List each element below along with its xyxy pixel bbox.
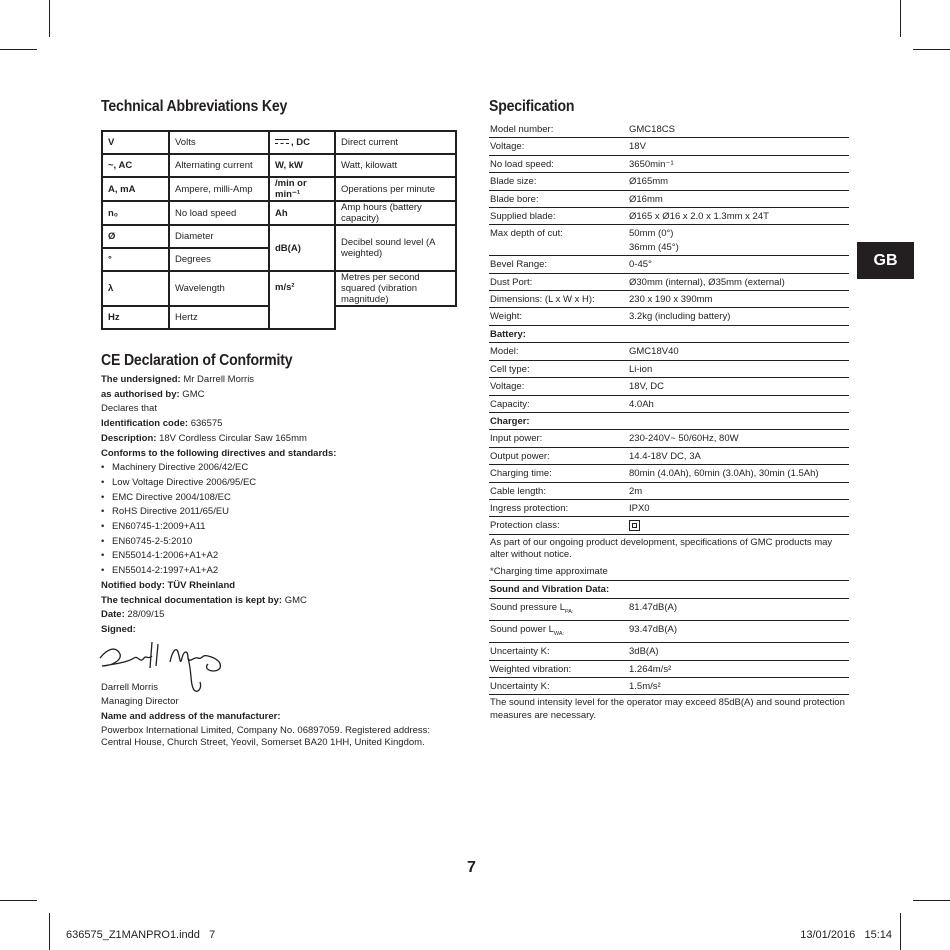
- abbr-key: ~, AC: [102, 154, 169, 177]
- spec-label: Voltage:: [490, 381, 525, 393]
- notified-body: Notified body: TÜV Rheinland: [101, 579, 236, 591]
- undersigned-label: The undersigned:: [101, 374, 181, 385]
- spec-value: 3dB(A): [629, 646, 659, 658]
- abbreviations-table: [101, 130, 457, 330]
- spec-label: Model number:: [490, 124, 554, 135]
- spec-label: Protection class:: [490, 520, 560, 532]
- abbr-value: Direct current: [335, 131, 456, 154]
- spec-label: Output power:: [490, 450, 550, 462]
- spec-label: Blade size:: [490, 176, 537, 188]
- abbr-key: dB(A): [269, 225, 335, 271]
- abbr-value: Hertz: [169, 306, 269, 329]
- spec-row: [489, 274, 849, 291]
- spec-value: GMC18CS: [629, 124, 675, 135]
- abbr-key-text: , DC: [291, 137, 310, 148]
- directive-item: • Machinery Directive 2006/42/EC: [101, 461, 431, 476]
- abbr-value: Wavelength: [169, 271, 269, 306]
- description-label: Description:: [101, 432, 157, 444]
- abbr-key: °: [102, 248, 169, 271]
- abbreviations-heading: Technical Abbreviations Key: [101, 98, 288, 115]
- spec-label: Cable length:: [490, 485, 546, 497]
- abbr-value: Amp hours (battery capacity): [335, 201, 456, 225]
- spec-row: [489, 225, 849, 256]
- directive-item: • RoHS Directive 2011/65/EU: [101, 505, 431, 520]
- spec-row: [489, 156, 849, 173]
- spec-value: Ø165mm: [629, 176, 669, 188]
- spec-value: Ø165 x Ø16 x 2.0 x 1.3mm x 24T: [629, 211, 769, 223]
- empty-cell: [335, 306, 456, 329]
- spec-label: Dimensions: (L x W x H):: [490, 294, 595, 306]
- spec-row: [489, 308, 849, 325]
- spec-label: Uncertainty K:: [490, 646, 550, 658]
- abbr-value: Watt, kilowatt: [335, 154, 456, 177]
- manufacturer-address: Central House, Church Street, Yeovil, Somerset BA20 1HH, United Kingdom.: [101, 737, 425, 749]
- spec-label: Sound power L: [490, 623, 554, 635]
- spec-row: [489, 500, 849, 517]
- spec-label: Weight:: [490, 311, 523, 323]
- spec-value: 1.5m/s²: [629, 681, 661, 693]
- spec-note: The sound intensity level for the operator may exceed 85dB(A) and sound protection measures are necessary.: [490, 697, 845, 721]
- spec-value: IPX0: [629, 502, 650, 514]
- battery-heading: Battery:: [489, 326, 849, 343]
- abbr-value: No load speed: [169, 201, 269, 225]
- language-tab: GB: [857, 242, 914, 279]
- dc-symbol-icon: [275, 139, 289, 145]
- crop-mark: [0, 900, 37, 901]
- spec-row: [489, 483, 849, 500]
- spec-row: [489, 448, 849, 465]
- sound-heading: Sound and Vibration Data:: [489, 581, 849, 598]
- spec-row: [489, 121, 849, 138]
- spec-value: Ø16mm: [629, 193, 663, 205]
- spec-label: Cell type:: [490, 363, 530, 375]
- directive-item: • EN60745-2-5:2010: [101, 535, 431, 550]
- abbr-key: V: [102, 131, 169, 154]
- spec-value: 4.0Ah: [629, 398, 654, 410]
- spec-label: Model:: [490, 346, 519, 358]
- page-number: 7: [467, 859, 476, 876]
- spec-value: 18V, DC: [629, 381, 665, 393]
- abbr-value: Volts: [169, 131, 269, 154]
- abbr-value: Degrees: [169, 248, 269, 271]
- spec-value: 230 x 190 x 390mm: [629, 294, 713, 306]
- spec-row: [489, 361, 849, 378]
- spec-value: 80min (4.0Ah), 60min (3.0Ah), 30min (1.5Ah): [629, 468, 819, 480]
- abbr-key: n₀: [102, 201, 169, 225]
- abbr-value: Alternating current: [169, 154, 269, 177]
- spec-value: 36mm (45°): [629, 241, 679, 253]
- spec-value: 2m: [629, 485, 643, 497]
- spec-label: Max depth of cut:: [490, 228, 563, 240]
- spec-label: Weighted vibration:: [490, 663, 572, 675]
- spec-note: As part of our ongoing product development, specifications of GMC products may alter without notice.: [490, 536, 833, 561]
- spec-row: [489, 430, 849, 447]
- spec-label: Charging time:: [490, 468, 552, 480]
- signed-label: Signed:: [101, 623, 136, 635]
- abbr-key: λ: [102, 271, 169, 306]
- spec-value: 3.2kg (including battery): [629, 311, 731, 323]
- ce-heading: CE Declaration of Conformity: [101, 352, 293, 369]
- spec-row: [489, 661, 849, 678]
- spec-value: 230-240V~ 50/60Hz, 80W: [629, 433, 739, 445]
- charger-heading: Charger:: [489, 413, 849, 430]
- spec-value: 81.47dB(A): [629, 601, 678, 613]
- abbr-key: Ah: [269, 201, 335, 225]
- abbr-value: Ampere, milli-Amp: [169, 177, 269, 201]
- spec-value: Li-ion: [629, 363, 653, 375]
- signer-name: Darrell Morris: [101, 681, 158, 693]
- spec-row: [489, 191, 849, 208]
- declares-text: Declares that: [101, 403, 157, 415]
- abbr-key: A, mA: [102, 177, 169, 201]
- directive-item: • EN55014-1:2006+A1+A2: [101, 549, 431, 564]
- footer-timestamp: 13/01/2016 15:14: [800, 929, 892, 941]
- undersigned-value: Mr Darrell Morris: [180, 374, 255, 385]
- spec-row: [489, 378, 849, 395]
- directive-item: • EMC Directive 2004/108/EC: [101, 491, 431, 506]
- spec-label: Blade bore:: [490, 193, 539, 205]
- spec-value: 18V: [629, 141, 646, 153]
- spec-row: [489, 621, 849, 643]
- abbr-value: Metres per second squared (vibration magnitude): [335, 271, 456, 306]
- abbr-key-dc: [269, 131, 335, 154]
- manufacturer-label: Name and address of the manufacturer:: [101, 711, 281, 723]
- id-label: Identification code:: [101, 418, 189, 430]
- spec-label: Sound pressure L: [490, 601, 565, 613]
- spec-row: [489, 343, 849, 360]
- spec-value: 3650min⁻¹: [629, 158, 674, 170]
- crop-mark: [913, 49, 950, 50]
- abbr-key: m/s²: [269, 271, 335, 329]
- abbr-value: Operations per minute: [335, 177, 456, 201]
- abbr-value: Decibel sound level (A weighted): [335, 225, 456, 271]
- spec-row: [489, 465, 849, 482]
- authorised-value: GMC: [179, 388, 205, 400]
- techdoc-label: The technical documentation is kept by:: [101, 594, 283, 606]
- crop-mark: [900, 0, 901, 37]
- spec-row: [489, 173, 849, 190]
- spec-row: [489, 599, 849, 621]
- spec-value: 93.47dB(A): [629, 623, 678, 635]
- spec-row: [489, 256, 849, 273]
- abbr-key: Ø: [102, 225, 169, 248]
- spec-label: Voltage:: [490, 141, 525, 153]
- date-label: Date:: [101, 609, 125, 621]
- crop-mark: [900, 913, 901, 950]
- crop-mark: [49, 913, 50, 950]
- conforms-label: Conforms to the following directives and standards:: [101, 447, 337, 459]
- spec-row: [489, 291, 849, 308]
- signer-title: Managing Director: [101, 696, 179, 708]
- spec-label-sub: PA:: [565, 608, 574, 615]
- spec-row: [489, 138, 849, 155]
- footer-filename: 636575_Z1MANPRO1.indd 7: [66, 929, 216, 941]
- abbr-value: Diameter: [169, 225, 269, 248]
- spec-label-sub: WA:: [553, 630, 565, 637]
- specification-heading: Specification: [489, 98, 575, 115]
- authorised-label: as authorised by:: [101, 388, 180, 400]
- spec-value: GMC18V40: [629, 346, 679, 358]
- spec-note: *Charging time approximate: [489, 564, 849, 582]
- spec-label: Ingress protection:: [490, 502, 569, 514]
- techdoc-value: GMC: [282, 594, 307, 606]
- directive-item: • EN55014-2:1997+A1+A2: [101, 564, 431, 579]
- crop-mark: [0, 49, 37, 50]
- abbr-key: /min or min⁻¹: [269, 177, 335, 201]
- spec-value: Ø30mm (internal), Ø35mm (external): [629, 276, 785, 288]
- abbr-key: Hz: [102, 306, 169, 329]
- id-value: 636575: [188, 418, 223, 430]
- spec-row: [489, 517, 849, 534]
- spec-label: Dust Port:: [490, 276, 533, 288]
- spec-value: 14.4-18V DC, 3A: [629, 450, 701, 462]
- description-value: 18V Cordless Circular Saw 165mm: [156, 432, 307, 444]
- manufacturer-address: Powerbox International Limited, Company No. 06897059. Registered address:: [101, 724, 430, 736]
- spec-row: [489, 678, 849, 695]
- spec-label: Uncertainty K:: [490, 681, 550, 693]
- spec-label: Bevel Range:: [490, 259, 548, 271]
- abbr-key: W, kW: [269, 154, 335, 177]
- spec-row: [489, 643, 849, 660]
- spec-row: [489, 208, 849, 225]
- spec-value: 0-45°: [629, 259, 652, 271]
- class-ii-double-insulation-icon: [629, 520, 640, 531]
- spec-value: 1.264m/s²: [629, 663, 672, 675]
- specification-table: [489, 121, 849, 724]
- spec-value: 50mm (0°): [629, 228, 674, 240]
- spec-label: Supplied blade:: [490, 211, 556, 223]
- directive-item: • EN60745-1:2009+A11: [101, 520, 431, 535]
- spec-label: No load speed:: [490, 158, 554, 170]
- crop-mark: [49, 0, 50, 37]
- directive-item: • Low Voltage Directive 2006/95/EC: [101, 476, 431, 491]
- date-value: 28/09/15: [124, 609, 165, 621]
- spec-row: [489, 396, 849, 413]
- spec-label: Capacity:: [490, 398, 530, 410]
- spec-label: Input power:: [490, 433, 543, 445]
- crop-mark: [913, 900, 950, 901]
- signature-image: [98, 638, 228, 694]
